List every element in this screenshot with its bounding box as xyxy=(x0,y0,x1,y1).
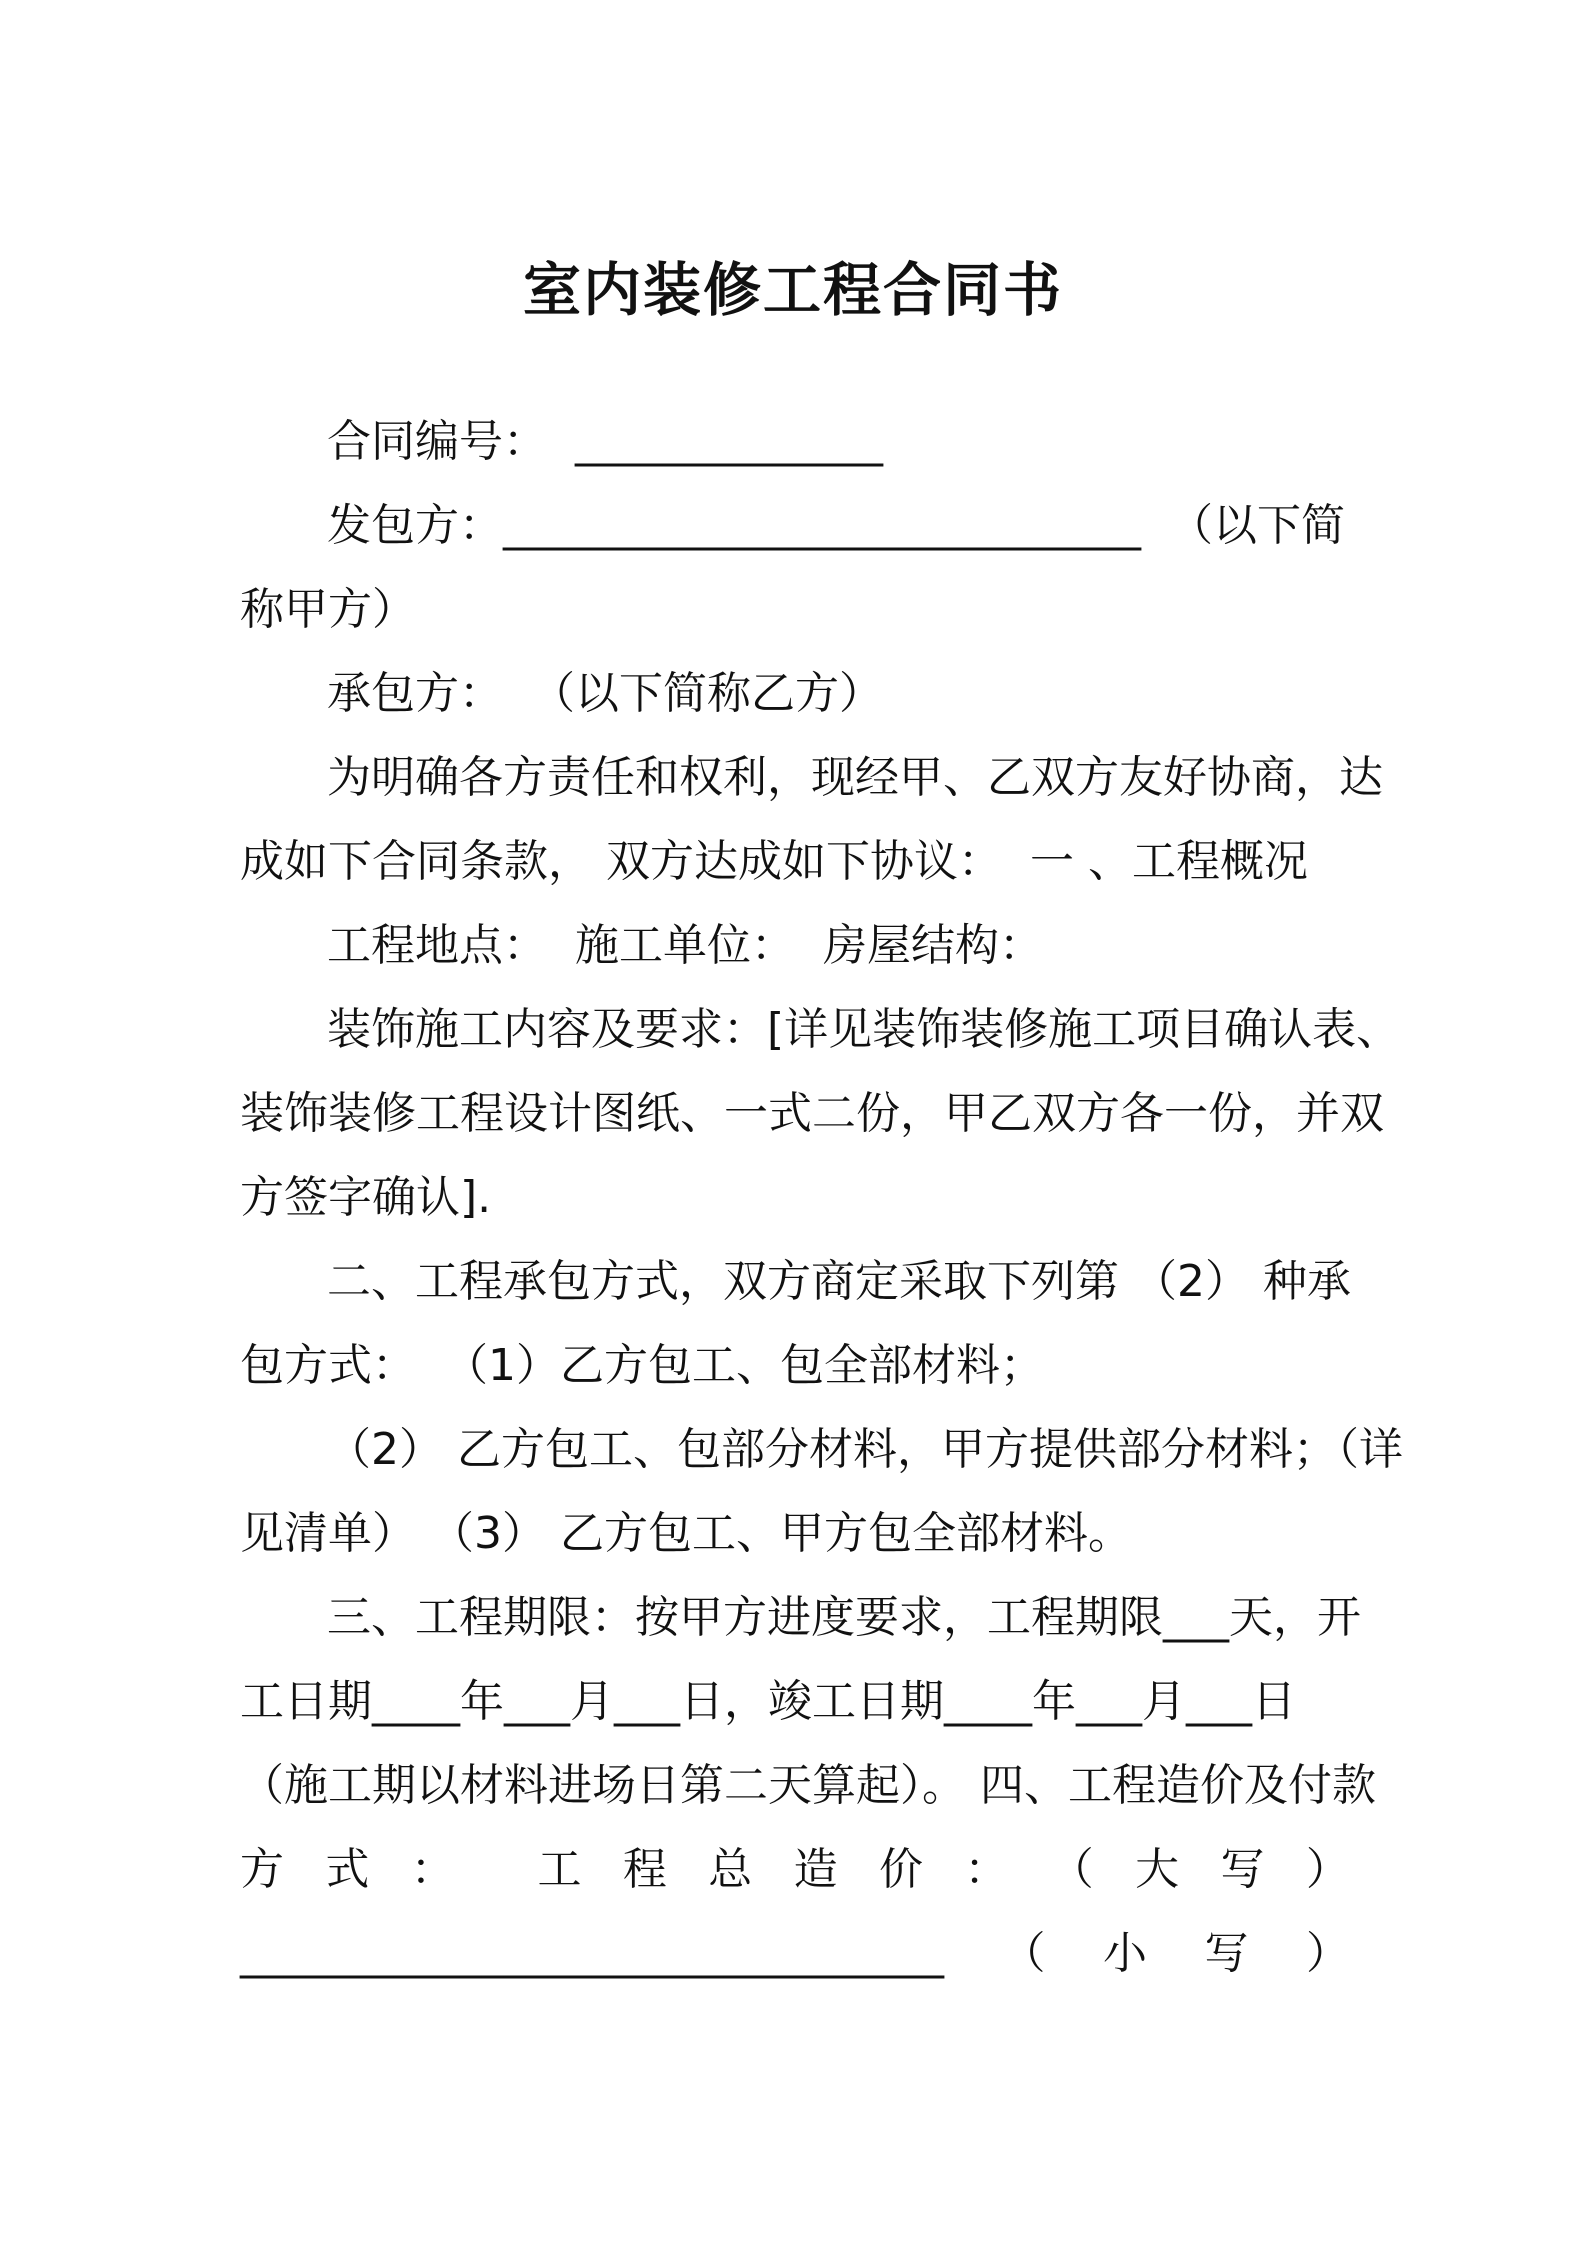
spread-char: 价 xyxy=(879,1844,923,1895)
spread-char: 式 xyxy=(325,1844,370,1895)
scope-line-cont: 装饰装修工程设计图纸、一式二份，甲乙双方各一份，并双 xyxy=(240,1088,1384,1139)
spread-char: ： xyxy=(964,1844,1009,1895)
spread-char: （ xyxy=(1049,1844,1094,1895)
employer-line: 发包方：_____________________________ （以下简 xyxy=(327,500,1345,551)
spread-char: 方 xyxy=(240,1844,284,1895)
duration-line: 三、工程期限：按甲方进度要求，工程期限___天，开 xyxy=(327,1592,1361,1643)
spread-char: ： xyxy=(410,1844,455,1895)
spread-char: 造 xyxy=(793,1844,838,1895)
contract-mode-option-3: 见清单） （3） 乙方包工、甲方包全部材料。 xyxy=(240,1508,1132,1559)
spread-char: 总 xyxy=(708,1844,753,1895)
preamble-line: 为明确各方责任和权利，现经甲、乙双方友好协商，达 xyxy=(327,752,1383,803)
scope-line: 装饰施工内容及要求：[详见装饰装修施工项目确认表、 xyxy=(327,1004,1401,1055)
scope-line-end: 方签字确认]. xyxy=(240,1172,492,1223)
employer-line-cont: 称甲方） xyxy=(240,584,416,635)
spread-char: 小 xyxy=(1103,1928,1147,1979)
spread-char: 写 xyxy=(1204,1928,1249,1979)
contractor-line: 承包方： （以下简称乙方） xyxy=(327,668,883,719)
spread-char: 大 xyxy=(1135,1844,1180,1895)
preamble-line-cont: 成如下合同条款， 双方达成如下协议： 一 、工程概况 xyxy=(240,836,1308,887)
contract-mode-option-1: 包方式： （1）乙方包工、包全部材料； xyxy=(240,1340,1044,1391)
total-price-lowercase-line xyxy=(240,1924,1350,1984)
spread-char: 程 xyxy=(622,1844,667,1895)
blank-field: ________________________________ xyxy=(240,1928,944,1979)
document-title: 室内装修工程合同书 xyxy=(522,256,1063,324)
spread-char: 工 xyxy=(537,1844,582,1895)
contract-mode-option-2: （2） 乙方包工、包部分材料，甲方提供部分材料；（详 xyxy=(327,1424,1403,1475)
spread-char: 写 xyxy=(1220,1844,1265,1895)
spread-char: ） xyxy=(1306,1928,1350,1979)
total-price-uppercase-line xyxy=(240,1840,1350,1900)
dates-line: 工日期____年___月___日，竣工日期____年___月___日 xyxy=(240,1676,1296,1727)
project-info-line: 工程地点： 施工单位： 房屋结构： xyxy=(327,920,1043,971)
spread-char: ） xyxy=(1305,1844,1350,1895)
contract-mode-line: 二、工程承包方式，双方商定采取下列第 （2） 种承 xyxy=(327,1256,1351,1307)
contract-number-line: 合同编号： ______________ xyxy=(327,416,883,467)
duration-note-line: （施工期以材料进场日第二天算起）。 四、工程造价及付款 xyxy=(240,1760,1376,1811)
spread-char: （ xyxy=(1001,1928,1046,1979)
